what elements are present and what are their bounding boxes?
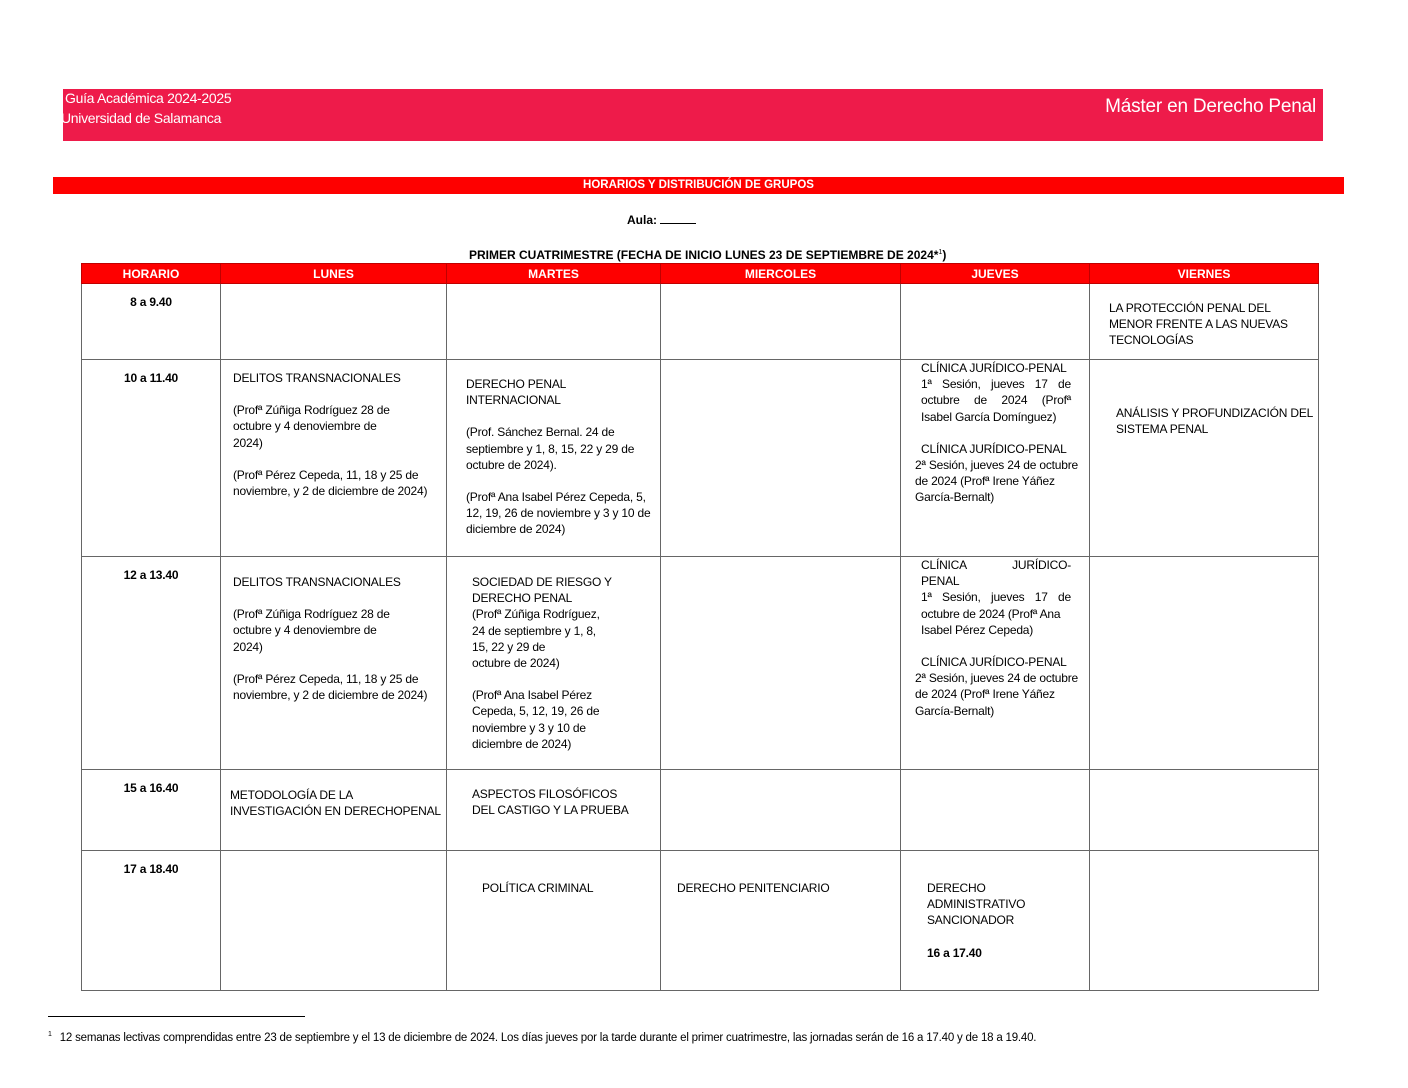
course-line: diciembre de 2024)	[466, 522, 566, 537]
term-footnote-mark: 1	[938, 249, 943, 256]
course-title: DELITOS TRANSNACIONALES	[233, 575, 401, 589]
footnote-divider	[48, 1016, 305, 1017]
course-title: SOCIEDAD DE RIESGO Y	[472, 575, 612, 589]
schedule-table	[81, 263, 1319, 991]
course-title: DERECHO PENAL	[466, 377, 567, 391]
course-title: INTERNACIONAL	[466, 393, 561, 408]
course-title: ADMINISTRATIVO	[927, 897, 1026, 912]
cell-viernes	[1090, 557, 1319, 770]
course-line: 15, 22 y 29 de	[472, 639, 546, 654]
course-title: DEL CASTIGO Y LA PRUEBA	[472, 803, 629, 818]
table-row	[82, 284, 1319, 360]
course-title: METODOLOGÍA DE LA	[230, 788, 354, 802]
course-line: (Profª Zúñiga Rodríguez 28 de	[233, 403, 390, 418]
course-line: MENOR FRENTE A LAS NUEVAS	[1109, 317, 1288, 332]
table-row	[82, 770, 1319, 851]
course-line: García-Bernalt)	[915, 490, 995, 505]
course-line: (Profª Pérez Cepeda, 11, 18 y 25 de	[233, 467, 419, 482]
cell-miercoles	[661, 557, 901, 770]
cell-viernes	[1090, 360, 1319, 557]
cell-viernes	[1090, 770, 1319, 851]
term-title-text: PRIMER CUATRIMESTRE (FECHA DE INICIO LUNES 23 DE SEPTIEMBRE DE 2024*	[469, 248, 939, 262]
course-title: ASPECTOS FILOSÓFICOS	[472, 787, 618, 801]
col-header-horario: HORARIO	[82, 264, 221, 284]
course-line: ANÁLISIS Y PROFUNDIZACIÓN DEL	[1116, 406, 1314, 420]
time-cell: 12 a 13.40	[82, 557, 221, 770]
course-line: (Profª Pérez Cepeda, 11, 18 y 25 de	[233, 671, 419, 686]
footnote-text: 12 semanas lectivas comprendidas entre 23 de septiembre y el 13 de diciembre de 2024. Los días jueves por la tarde durante el primer cuatrimestre, las jornadas serán de 16 a 17.40 y de 18 a 19.40.	[59, 1031, 1037, 1044]
cell-martes	[447, 360, 661, 557]
cell-lunes	[221, 557, 447, 770]
cell-miercoles	[661, 851, 901, 991]
term-title	[469, 248, 946, 262]
footnote-mark: 1	[48, 1031, 52, 1038]
course-line: noviembre, y 2 de diciembre de 2024)	[233, 688, 428, 703]
cell-jueves	[901, 851, 1090, 991]
course-line: (Profª Ana Isabel Pérez	[472, 688, 592, 703]
time-cell: 10 a 11.40	[82, 360, 221, 557]
cell-lunes	[221, 770, 447, 851]
table-row	[82, 557, 1319, 770]
course-line: septiembre y 1, 8, 15, 22 y 29 de	[466, 441, 635, 456]
course-line: octubre y 4 denoviembre de	[233, 419, 377, 434]
course-line: (Profª Ana Isabel Pérez Cepeda, 5,	[466, 490, 646, 505]
course-line: LA PROTECCIÓN PENAL DEL	[1109, 301, 1271, 315]
course-title: PENAL	[921, 574, 960, 589]
course-title: DERECHO PENAL	[472, 591, 573, 606]
course-line: 2024)	[233, 435, 263, 450]
course-line: SISTEMA PENAL	[1116, 422, 1209, 437]
course-line: noviembre, y 2 de diciembre de 2024)	[233, 484, 428, 499]
course-line: 2024)	[233, 639, 263, 654]
footnote	[48, 1031, 1036, 1044]
col-header-jueves: JUEVES	[901, 264, 1090, 284]
time-cell: 8 a 9.40	[82, 284, 221, 360]
table-row	[82, 851, 1319, 991]
course-line: de 2024 (Profª Irene Yáñez	[915, 474, 1055, 489]
course-line: (Profª Zúñiga Rodríguez,	[472, 607, 600, 622]
time-cell: 15 a 16.40	[82, 770, 221, 851]
course-line: García-Bernalt)	[915, 703, 995, 718]
course-title: SANCIONADOR	[927, 913, 1015, 928]
course-line: Cepeda, 5, 12, 19, 26 de	[472, 704, 600, 719]
course-line: 2ª Sesión, jueves 24 de octubre	[915, 671, 1079, 686]
course-line: noviembre y 3 y 10 de	[472, 720, 586, 735]
university-name: Universidad de Salamanca	[61, 110, 222, 126]
course-line: octubre de 2024)	[472, 656, 560, 671]
course-line: de 2024 (Profª Irene Yáñez	[915, 687, 1055, 702]
cell-jueves	[901, 770, 1090, 851]
course-title: CLÍNICA JURÍDICO-PENAL	[921, 441, 1067, 456]
course-title: CLÍNICA JURÍDICO-PENAL	[921, 655, 1067, 670]
course-line: octubre de 2024 (Profª Ana	[921, 606, 1061, 621]
course-title: CLÍNICA JURÍDICO-	[921, 558, 1071, 572]
course-title: DELITOS TRANSNACIONALES	[233, 371, 401, 385]
course-line: (Profª Zúñiga Rodríguez 28 de	[233, 607, 390, 622]
cell-lunes	[221, 360, 447, 557]
col-header-miercoles: MIERCOLES	[661, 264, 901, 284]
course-line: 2ª Sesión, jueves 24 de octubre	[915, 458, 1079, 473]
cell-jueves	[901, 360, 1090, 557]
header-banner	[63, 89, 1323, 141]
cell-miercoles	[661, 770, 901, 851]
course-line: octubre de 2024 (Profª	[921, 393, 1071, 408]
table-header-row	[82, 264, 1319, 284]
course-line: diciembre de 2024)	[472, 736, 572, 751]
cell-lunes	[221, 284, 447, 360]
term-title-close: )	[942, 248, 947, 262]
col-header-martes: MARTES	[447, 264, 661, 284]
course-line: octubre de 2024).	[466, 457, 557, 472]
col-header-viernes: VIERNES	[1090, 264, 1319, 284]
master-title: Máster en Derecho Penal	[1105, 96, 1316, 117]
cell-jueves	[901, 557, 1090, 770]
cell-viernes	[1090, 851, 1319, 991]
cell-viernes	[1090, 284, 1319, 360]
aula-blank	[660, 223, 696, 224]
table-row	[82, 360, 1319, 557]
course-title: DERECHO PENITENCIARIO	[677, 881, 830, 895]
cell-martes	[447, 770, 661, 851]
course-line: 1ª Sesión, jueves 17 de	[921, 590, 1071, 605]
course-title: INVESTIGACIÓN EN DERECHOPENAL	[230, 804, 441, 819]
course-line: 1ª Sesión, jueves 17 de	[921, 377, 1071, 392]
course-line: Isabel García Domínguez)	[921, 409, 1057, 424]
section-title: HORARIOS Y DISTRIBUCIÓN DE GRUPOS	[53, 177, 1344, 194]
course-line: 24 de septiembre y 1, 8,	[472, 623, 596, 638]
course-line: Isabel Pérez Cepeda)	[921, 622, 1034, 637]
cell-miercoles	[661, 284, 901, 360]
guide-title: Guía Académica 2024-2025	[65, 90, 232, 106]
course-title: POLÍTICA CRIMINAL	[482, 881, 594, 895]
cell-lunes	[221, 851, 447, 991]
course-line: octubre y 4 denoviembre de	[233, 623, 377, 638]
course-title: CLÍNICA JURÍDICO-PENAL	[921, 361, 1067, 375]
cell-martes	[447, 284, 661, 360]
cell-martes	[447, 851, 661, 991]
aula-text: Aula:	[627, 213, 657, 227]
course-line: 12, 19, 26 de noviembre y 3 y 10 de	[466, 506, 651, 521]
cell-miercoles	[661, 360, 901, 557]
time-cell: 17 a 18.40	[82, 851, 221, 991]
aula-label	[627, 213, 696, 227]
course-line: (Prof. Sánchez Bernal. 24 de	[466, 425, 615, 440]
col-header-lunes: LUNES	[221, 264, 447, 284]
cell-martes	[447, 557, 661, 770]
course-title: DERECHO	[927, 881, 986, 895]
course-time-note: 16 a 17.40	[927, 945, 982, 960]
course-line: TECNOLOGÍAS	[1109, 333, 1194, 348]
cell-jueves	[901, 284, 1090, 360]
